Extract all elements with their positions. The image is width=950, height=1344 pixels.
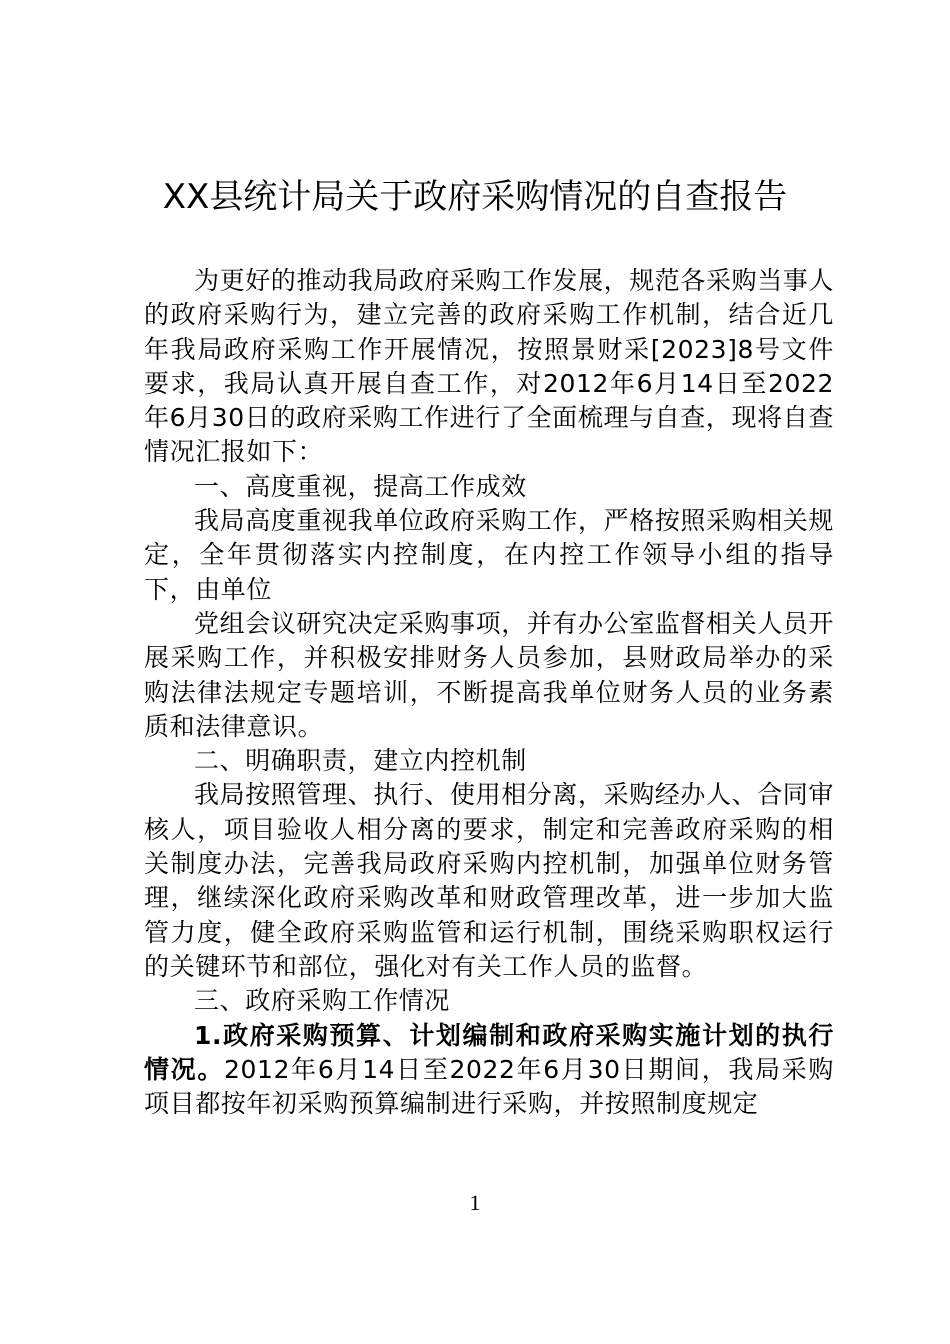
section-2-paragraph: 我局按照管理、执行、使用相分离，采购经办人、合同审核人，项目验收人相分离的要求，制定和完善政府采购的相关制度办法，完善我局政府采购内控机制，加强单位财务管理，继续深化政府采购改革和财政管理改革，进一步加大监管力度，健全政府采购监管和运行机制，围绕采购职权运行的关键环节和部位，强化对有关工作人员的监督。: [144, 780, 835, 981]
page-number: 1: [469, 1190, 481, 1215]
subsection-title: 1.政府采购预算、计划编制和政府采购实施计划的执行情况。: [144, 1020, 834, 1084]
section-1-paragraph-1: 我局高度重视我单位政府采购工作，严格按照采购相关规定，全年贯彻落实内控制度，在内控工作领导小组的指导下，由单位: [144, 506, 835, 604]
document-body: [144, 264, 834, 1121]
intro-paragraph: 为更好的推动我局政府采购工作发展，规范各采购当事人的政府采购行为，建立完善的政府采购工作机制，结合近几年我局政府采购工作开展情况，按照景财采[2023]8号文件要求，我局认真开展自查工作，对2012年6月14日至2022年6月30日的政府采购工作进行了全面梳理与自查，现将自查情况汇报如下：: [144, 266, 835, 467]
section-heading-2: 二、明确职责，建立内控机制: [194, 746, 527, 776]
section-heading-3: 三、政府采购工作情况: [194, 986, 451, 1016]
section-heading-1: 一、高度重视，提高工作成效: [194, 471, 527, 501]
document-title: XX县统计局关于政府采购情况的自查报告: [162, 177, 788, 217]
subsection-text: 2012年6月14日至2022年6月30日期间，我局采购项目都按年初采购预算编制进行采购，并按照制度规定: [144, 1054, 834, 1119]
section-3-paragraph: [144, 1019, 834, 1122]
section-1-paragraph-2: 党组会议研究决定采购事项，并有办公室监督相关人员开展采购工作，并积极安排财务人员参加，县财政局举办的采购法律法规定专题培训，不断提高我单位财务人员的业务素质和法律意识。: [144, 608, 835, 741]
